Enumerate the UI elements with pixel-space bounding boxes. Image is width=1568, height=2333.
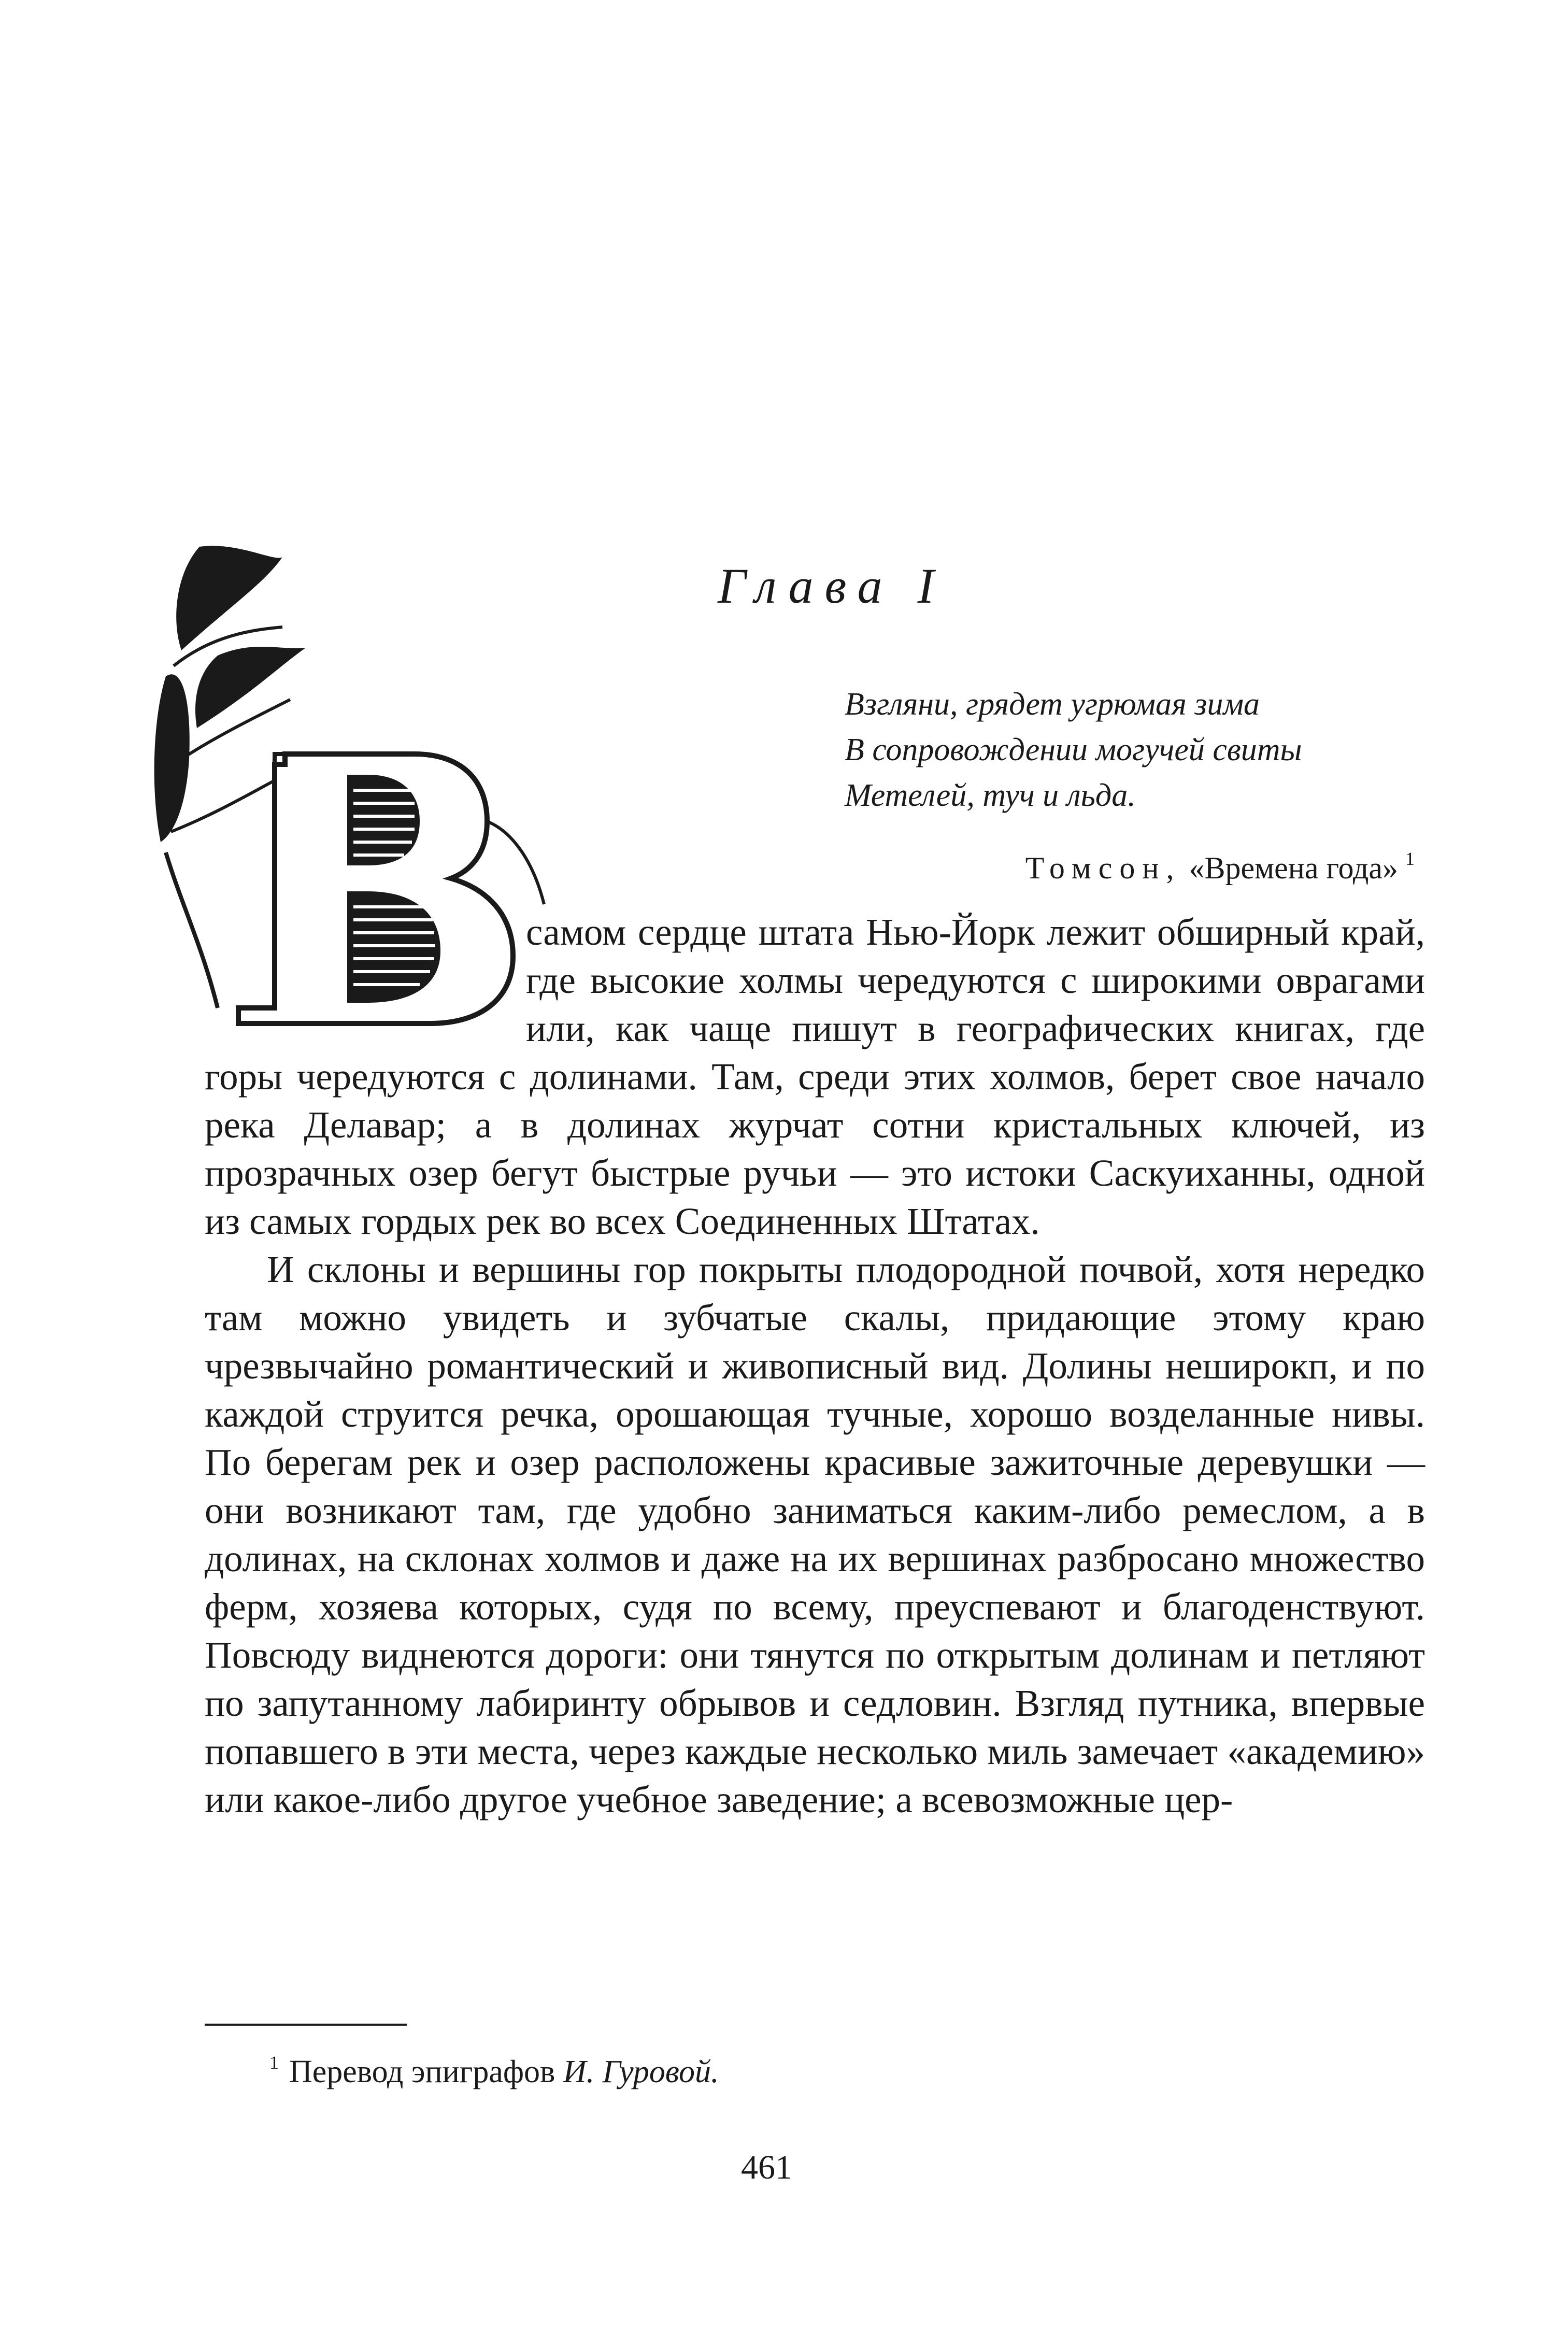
footnote-divider	[205, 2024, 407, 2026]
footnote-translator: И. Гуровой.	[563, 2054, 719, 2089]
epigraph-line: Взгляни, грядет угрюмая зима	[845, 687, 1260, 722]
footnote-text: Перевод эпиграфов	[289, 2054, 555, 2089]
epigraph	[845, 681, 1425, 891]
epigraph-attribution	[845, 836, 1425, 891]
epigraph-line: В сопровождении могучей свиты	[845, 732, 1302, 767]
page-number: 461	[741, 2149, 792, 2186]
paragraph: И склоны и вершины гор покрыты плодородной почвой, хотя нередко там можно увидеть и зубчатые скалы, придающие этому краю чрезвычайно романтический и живописный вид. Долины неширокп, и по каждой струится речка, орошающая тучные, хорошо возделанные нивы. По берегам рек и озер расположены красивые зажиточные деревушки — они возникают там, где удобно заниматься каким-либо ремеслом, а в долинах, на склонах холмов и даже на их вершинах разбросано множество ферм, хозяева которых, судя по всему, преуспевают и благоденствуют. Повсюду виднеются дороги: они тянутся по открытым долинам и петляют по запутанному лабиринту обрывов и седловин. Взгляд путника, впервые попавшего в эти места, через каждые несколько миль замечает «академию» или какое-либо другое учебное заведение; а всевозможные цер-	[205, 1248, 1425, 1820]
footnote	[269, 2042, 719, 2093]
paragraph: самом сердце штата Нью-Йорк лежит обширный край, где высокие холмы чередуются с широкими оврагами или, как чаще пишут в географических книгах, где горы чередуются с долинами. Там, среди этих холмов, берет свое начало река Делавар; а в долинах журчат сотни кристальных ключей, из прозрачных озер бегут быстрые ручьи — это истоки Саскуиханны, одной из самых гордых рек во всех Соединенных Штатах.	[205, 911, 1425, 1242]
epigraph-author: Томсон,	[1025, 851, 1181, 885]
epigraph-work: «Времена года»	[1189, 851, 1398, 885]
body-text	[205, 908, 1425, 1824]
dropcap-letter: В	[155, 1035, 159, 1041]
chapter-title: Глава I	[718, 558, 946, 614]
footnote-marker: 1	[269, 2052, 279, 2073]
epigraph-footnote-marker: 1	[1405, 848, 1415, 869]
epigraph-line: Метелей, туч и льда.	[845, 778, 1136, 813]
dropcap-wrap-space	[205, 908, 526, 1048]
